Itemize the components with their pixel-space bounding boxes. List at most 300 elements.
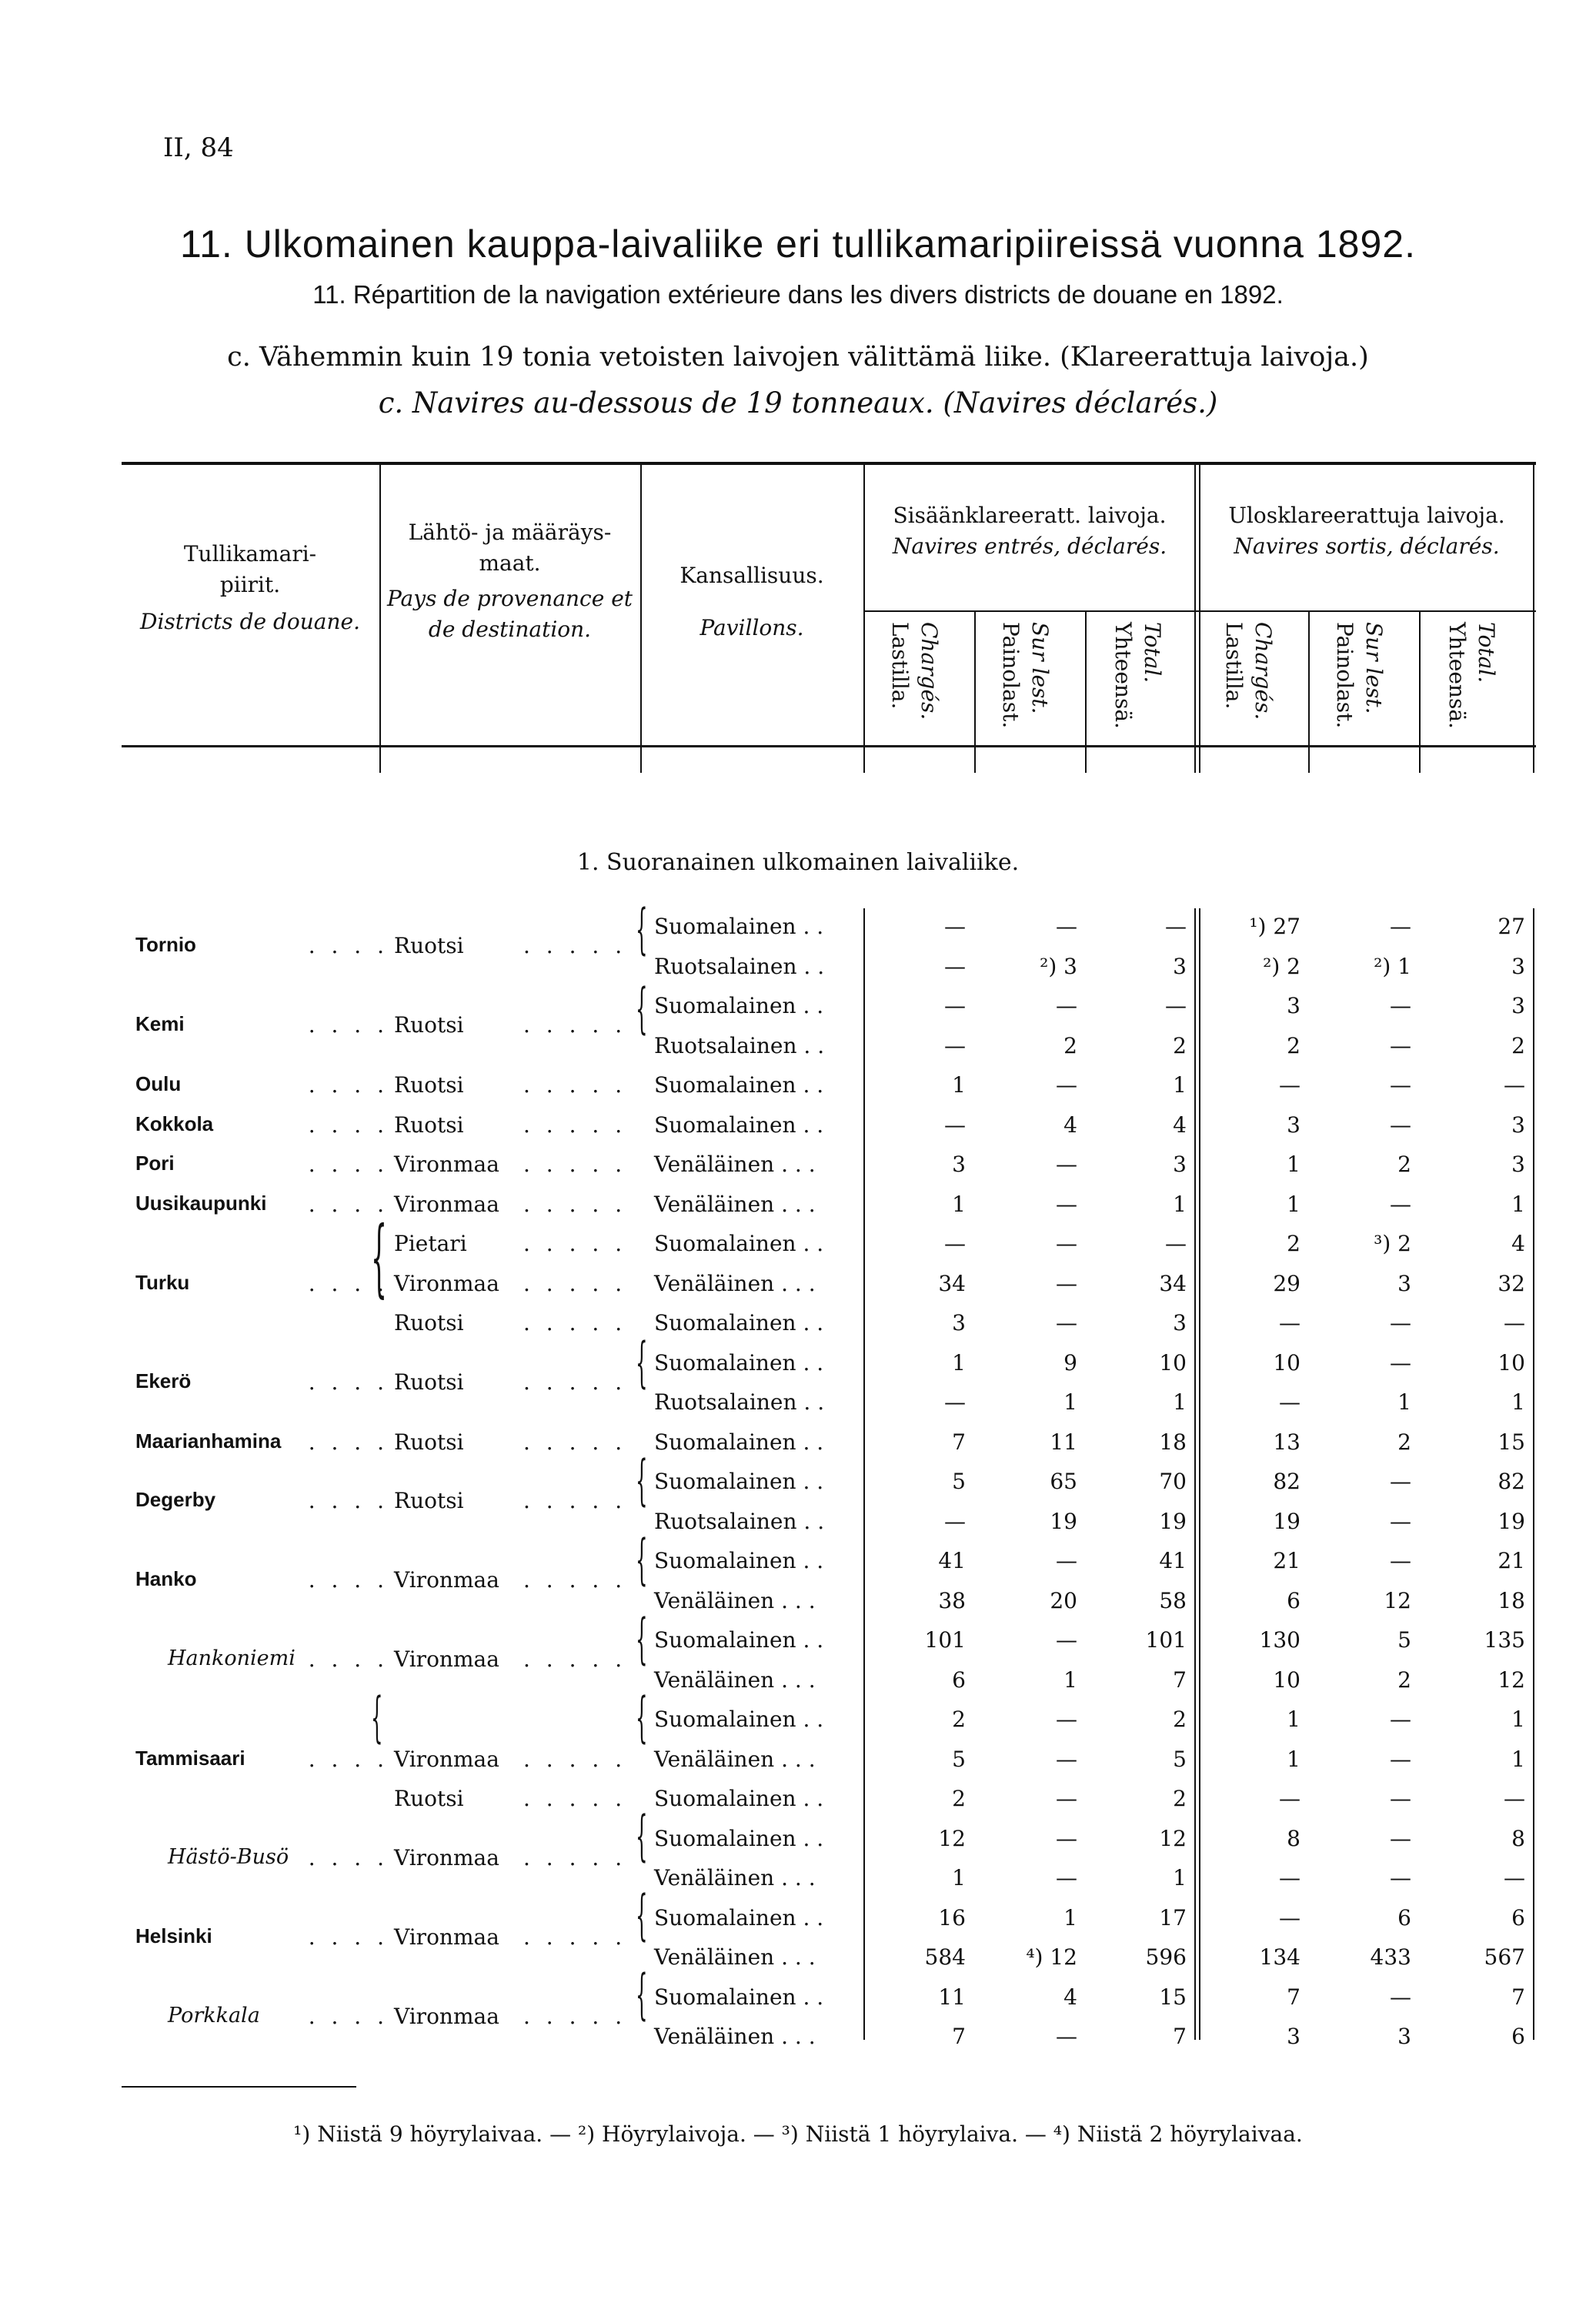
value-in-b: — [1056, 1310, 1077, 1336]
value-out-b: 2 [1397, 1152, 1411, 1177]
value-out-l: 10 [1273, 1666, 1301, 1693]
header-out-total-fr: Total. [1474, 622, 1499, 684]
leader-dots: . . . . [308, 1012, 389, 1038]
leader-dots: . . . . [308, 1072, 389, 1098]
value-out-l: 130 [1259, 1627, 1301, 1653]
value-out-l: 21 [1273, 1548, 1301, 1573]
value-out-t: 135 [1484, 1627, 1525, 1653]
leader-dots: . . . . [308, 1191, 389, 1217]
leader-dots: . . . . . [523, 1270, 627, 1296]
value-out-l: 10 [1273, 1349, 1301, 1376]
value-out-t: 3 [1511, 1152, 1525, 1177]
country-name: Vironmaa [394, 1567, 499, 1593]
flag-name: Ruotsalainen . . [654, 1389, 825, 1415]
value-in-t: 596 [1145, 1944, 1187, 1970]
leader-dots: . . . . [308, 1924, 389, 1950]
flag-name: Venäläinen . . . [654, 1944, 816, 1970]
value-out-t: 6 [1511, 2024, 1525, 2049]
value-in-t: 7 [1173, 1666, 1187, 1693]
value-out-b: 5 [1397, 1627, 1411, 1653]
table-row [0, 1540, 1596, 1593]
value-out-b: 2 [1397, 1429, 1411, 1455]
table-row [0, 1302, 1596, 1342]
value-out-l: — [1279, 1072, 1301, 1098]
value-in-b: — [1056, 1548, 1077, 1573]
leader-dots: . . . . [308, 1270, 389, 1296]
leader-dots: . . . . [308, 1369, 389, 1395]
leader-dots: . . . . [308, 1152, 389, 1177]
flag-name: Suomalainen . . [654, 1469, 824, 1494]
table-row [0, 1857, 1596, 1897]
value-in-b: — [1056, 2024, 1077, 2049]
leader-dots: . . . . [308, 1567, 389, 1593]
brace: { [636, 1804, 648, 1867]
table-row [0, 1025, 1596, 1065]
value-out-l: 2 [1287, 1032, 1301, 1058]
value-out-l: 8 [1287, 1825, 1301, 1851]
col-divider [1194, 465, 1196, 773]
value-in-t: 1 [1173, 1389, 1187, 1415]
value-in-t: 1 [1173, 1865, 1187, 1890]
header-entered [865, 500, 1194, 562]
district-name: Turku [135, 1270, 190, 1294]
value-in-t: 1 [1173, 1191, 1187, 1217]
value-in-t: 2 [1173, 1786, 1187, 1811]
table-row [0, 1184, 1596, 1223]
header-entered-fi: Sisäänklareeratt. laivoja. [893, 503, 1167, 528]
value-out-b: — [1390, 1865, 1411, 1890]
country-name: Ruotsi [394, 1310, 464, 1336]
col-divider [1085, 612, 1087, 773]
title-finnish: 11. Ulkomainen kauppa-laivaliike eri tullikamaripiireissä vuonna 1892. [180, 222, 1416, 266]
value-out-b: — [1390, 1548, 1411, 1573]
value-out-l: — [1279, 1389, 1301, 1415]
district-name: Kemi [135, 1012, 185, 1035]
table-row [0, 1422, 1596, 1461]
flag-name: Venäläinen . . . [654, 1666, 816, 1693]
value-in-b: 1 [1063, 1389, 1077, 1415]
subtitle-finnish: c. Vähemmin kuin 19 tonia vetoisten laivojen välittämä liike. (Klareerattuja laivoja.) [227, 342, 1369, 373]
country-name: Ruotsi [394, 1369, 464, 1395]
district-name: Degerby [135, 1488, 216, 1511]
value-in-t: — [1165, 1231, 1187, 1256]
value-out-t: 6 [1511, 1904, 1525, 1931]
value-in-t: 41 [1159, 1548, 1187, 1573]
value-out-b: — [1390, 1786, 1411, 1811]
table-row [0, 1263, 1596, 1302]
country-name: Vironmaa [394, 1191, 499, 1217]
flag-name: Suomalainen . . [654, 914, 824, 939]
value-in-l: 1 [952, 1865, 966, 1890]
value-in-l: 5 [952, 1469, 966, 1494]
value-out-b: 1 [1397, 1389, 1411, 1415]
header-in-ballast: Painolast. [998, 622, 1023, 729]
header-district-fr: Districts de douane. [140, 609, 360, 634]
value-in-l: — [944, 1508, 966, 1534]
value-in-t: 70 [1159, 1469, 1187, 1494]
flag-name: Suomalainen . . [654, 1825, 824, 1851]
value-out-l: 1 [1287, 1707, 1301, 1732]
flag-name: Suomalainen . . [654, 1112, 824, 1138]
value-in-b: 2 [1063, 1032, 1077, 1058]
table-top-rule [122, 462, 1536, 465]
flag-name: Suomalainen . . [654, 1984, 824, 2010]
value-in-b: — [1056, 1786, 1077, 1811]
header-entered-fr: Navires entrés, déclarés. [892, 533, 1167, 559]
value-in-t: — [1165, 914, 1187, 939]
value-in-t: 3 [1173, 1152, 1187, 1177]
value-in-b: — [1056, 1231, 1077, 1256]
country-name: Ruotsi [394, 1786, 464, 1811]
value-out-l: 3 [1287, 1112, 1301, 1138]
value-in-l: 7 [952, 2024, 966, 2049]
value-out-l: 13 [1273, 1429, 1301, 1455]
subtitle-french: c. Navires au-dessous de 19 tonneaux. (Navires déclarés.) [378, 386, 1218, 420]
value-in-t: — [1165, 993, 1187, 1018]
value-out-t: 2 [1511, 1032, 1525, 1058]
flag-name: Venäläinen . . . [654, 1746, 816, 1772]
header-bottom-rule [122, 745, 1536, 747]
value-in-b: ⁴) 12 [1026, 1944, 1077, 1970]
leader-dots: . . . . . [523, 1429, 627, 1455]
flag-name: Venäläinen . . . [654, 1270, 816, 1296]
value-out-b: — [1390, 1112, 1411, 1138]
value-out-b: — [1390, 1191, 1411, 1217]
value-in-t: 18 [1159, 1429, 1187, 1455]
header-flag [642, 560, 862, 644]
value-in-b: 4 [1063, 1112, 1077, 1138]
brace: { [636, 1686, 648, 1749]
leader-dots: . . . . [308, 1429, 389, 1455]
table-row [0, 906, 1596, 958]
value-out-t: 1 [1511, 1389, 1525, 1415]
footnote-rule [122, 2086, 356, 2088]
value-in-l: 3 [952, 1152, 966, 1177]
district-name: Kokkola [135, 1112, 214, 1135]
table-row [0, 1461, 1596, 1513]
header-in-total-fr: Total. [1140, 622, 1165, 684]
flag-name: Ruotsalainen . . [654, 953, 825, 979]
brace: { [371, 1686, 383, 1749]
flag-name: Suomalainen . . [654, 1072, 824, 1098]
district-name: Tammisaari [135, 1746, 245, 1770]
table-row [0, 985, 1596, 1038]
table-row [0, 1778, 1596, 1817]
value-in-l: — [944, 1112, 966, 1138]
leader-dots: . . . . . [523, 1112, 627, 1138]
value-out-t: 1 [1511, 1191, 1525, 1217]
district-name: Oulu [135, 1072, 182, 1095]
table-row [0, 1065, 1596, 1104]
value-in-l: — [944, 993, 966, 1018]
value-out-b: 3 [1397, 2024, 1411, 2049]
value-out-t: 32 [1498, 1270, 1525, 1296]
value-out-b: — [1390, 1072, 1411, 1098]
value-in-b: — [1056, 1825, 1077, 1851]
header-cleared-fi: Ulosklareerattuja laivoja. [1228, 503, 1505, 528]
leader-dots: . . . . . [523, 2003, 627, 2029]
country-name: Vironmaa [394, 2003, 499, 2029]
value-out-l: 82 [1273, 1469, 1301, 1494]
value-in-l: — [944, 1032, 966, 1058]
value-in-t: 2 [1173, 1707, 1187, 1732]
table-row [0, 1382, 1596, 1421]
leader-dots: . . . . . [523, 1231, 627, 1256]
flag-name: Suomalainen . . [654, 1231, 824, 1256]
header-out-ballast-fr: Sur lest. [1361, 622, 1387, 714]
leader-dots: . . . . . [523, 1012, 627, 1038]
value-out-t: 3 [1511, 1112, 1525, 1138]
district-name: Hanko [135, 1567, 197, 1590]
value-in-b: — [1056, 1707, 1077, 1732]
leader-dots: . . . . [308, 1844, 389, 1870]
value-out-t: 3 [1511, 993, 1525, 1018]
value-in-l: 584 [924, 1944, 966, 1970]
value-out-l: — [1279, 1904, 1301, 1931]
country-name: Ruotsi [394, 1012, 464, 1038]
value-in-b: — [1056, 914, 1077, 939]
value-out-l: — [1279, 1786, 1301, 1811]
header-in-loaded: Lastilla. [887, 622, 913, 710]
leader-dots: . . . . . [523, 1072, 627, 1098]
value-in-b: — [1056, 1191, 1077, 1217]
value-in-l: 2 [952, 1707, 966, 1732]
value-out-l: 1 [1287, 1746, 1301, 1772]
value-in-l: 41 [938, 1548, 966, 1573]
brace: { [636, 1607, 648, 1670]
value-in-t: 19 [1159, 1508, 1187, 1534]
value-in-l: 101 [924, 1627, 966, 1653]
value-in-b: — [1056, 1072, 1077, 1098]
country-name: Ruotsi [394, 1488, 464, 1513]
value-out-b: — [1390, 1707, 1411, 1732]
district-name: Tornio [135, 933, 196, 956]
value-out-l: 3 [1287, 2024, 1301, 2049]
flag-name: Venäläinen . . . [654, 1865, 816, 1890]
value-in-t: 3 [1173, 1310, 1187, 1336]
value-in-t: 4 [1173, 1112, 1187, 1138]
value-out-l: ¹) 27 [1249, 914, 1301, 939]
value-in-b: 20 [1050, 1587, 1077, 1613]
value-out-b: — [1390, 914, 1411, 939]
district-name: Maarianhamina [135, 1429, 282, 1453]
flag-name: Venäläinen . . . [654, 1587, 816, 1613]
value-in-l: 38 [938, 1587, 966, 1613]
flag-name: Suomalainen . . [654, 1548, 824, 1573]
country-name: Vironmaa [394, 1152, 499, 1177]
value-out-l: 19 [1273, 1508, 1301, 1534]
header-district [123, 539, 377, 637]
table-row [0, 1977, 1596, 2029]
district-name: Hankoniemi [168, 1646, 295, 1670]
header-in-total: Yhteensä. [1110, 622, 1136, 729]
value-in-b: 4 [1063, 1984, 1077, 2010]
country-name: Pietari [394, 1231, 467, 1256]
value-out-b: — [1390, 1469, 1411, 1494]
header-flag-fr: Pavillons. [700, 615, 804, 640]
table-row [0, 1620, 1596, 1672]
value-in-t: 10 [1159, 1349, 1187, 1376]
value-out-t: 7 [1511, 1984, 1525, 2010]
value-out-l: 29 [1273, 1270, 1301, 1296]
value-out-l: — [1279, 1865, 1301, 1890]
country-name: Ruotsi [394, 1072, 464, 1098]
header-out-total: Yhteensä. [1444, 622, 1470, 729]
value-out-l: — [1279, 1310, 1301, 1336]
value-out-t: 18 [1498, 1587, 1525, 1613]
brace: { [636, 1331, 648, 1394]
value-in-b: 1 [1063, 1666, 1077, 1693]
country-name: Vironmaa [394, 1746, 499, 1772]
value-in-l: 16 [938, 1904, 966, 1931]
value-out-b: — [1390, 993, 1411, 1018]
table-row [0, 1897, 1596, 1950]
country-name: Vironmaa [394, 1646, 499, 1672]
value-out-t: — [1504, 1310, 1525, 1336]
flag-name: Suomalainen . . [654, 1310, 824, 1336]
table-row [0, 1144, 1596, 1183]
value-out-l: 1 [1287, 1191, 1301, 1217]
value-out-t: 10 [1498, 1349, 1525, 1376]
table-row [0, 1501, 1596, 1540]
header-flag-fi: Kansallisuus. [679, 563, 824, 588]
value-in-t: 1 [1173, 1072, 1187, 1098]
value-in-l: 1 [952, 1191, 966, 1217]
value-in-t: 34 [1159, 1270, 1187, 1296]
leader-dots: . . . . . [523, 1746, 627, 1772]
value-in-b: 11 [1050, 1429, 1077, 1455]
value-out-t: 21 [1498, 1548, 1525, 1573]
flag-name: Ruotsalainen . . [654, 1508, 825, 1534]
flag-name: Suomalainen . . [654, 1904, 824, 1931]
value-out-b: — [1390, 1032, 1411, 1058]
value-in-t: 58 [1159, 1587, 1187, 1613]
value-in-t: 15 [1159, 1984, 1187, 2010]
table-row [0, 1223, 1596, 1262]
value-out-t: 3 [1511, 953, 1525, 979]
district-name: Hästö-Busö [168, 1844, 289, 1869]
value-in-l: — [944, 1231, 966, 1256]
header-in-ballast-fr: Sur lest. [1027, 622, 1053, 714]
brace: { [636, 1449, 648, 1512]
leader-dots: . . . . . [523, 933, 627, 958]
leader-dots: . . . . [308, 933, 389, 958]
header-out-loaded: Lastilla. [1221, 622, 1247, 710]
value-in-b: — [1056, 1746, 1077, 1772]
table-row [0, 946, 1596, 985]
brace: { [636, 1963, 648, 2026]
district-name: Porkkala [168, 2003, 260, 2028]
value-in-b: ²) 3 [1040, 953, 1077, 979]
district-name: Pori [135, 1152, 175, 1175]
value-in-l: 1 [952, 1072, 966, 1098]
value-out-l: 6 [1287, 1587, 1301, 1613]
value-in-b: — [1056, 1152, 1077, 1177]
value-out-t: 1 [1511, 1746, 1525, 1772]
value-out-b: 6 [1397, 1904, 1411, 1931]
country-name: Vironmaa [394, 1924, 499, 1950]
value-out-t: 4 [1511, 1231, 1525, 1256]
value-in-t: 12 [1159, 1825, 1187, 1851]
value-out-l: 7 [1287, 1984, 1301, 2010]
value-out-b: — [1390, 1310, 1411, 1336]
leader-dots: . . . . [308, 2003, 389, 2029]
value-in-l: — [944, 953, 966, 979]
header-cleared [1200, 500, 1533, 562]
leader-dots: . . . . . [523, 1567, 627, 1593]
title-french: 11. Répartition de la navigation extérieure dans les divers districts de douane en 1892. [312, 280, 1284, 309]
value-in-b: — [1056, 1627, 1077, 1653]
value-in-b: — [1056, 1865, 1077, 1890]
flag-name: Venäläinen . . . [654, 2024, 816, 2049]
value-in-l: 7 [952, 1429, 966, 1455]
flag-name: Suomalainen . . [654, 1429, 824, 1455]
table-row [0, 1818, 1596, 1870]
value-out-l: 134 [1259, 1944, 1301, 1970]
value-in-b: — [1056, 1270, 1077, 1296]
leader-dots: . . . . . [523, 1646, 627, 1672]
value-out-t: 567 [1484, 1944, 1525, 1970]
flag-name: Suomalainen . . [654, 1627, 824, 1653]
value-in-l: 12 [938, 1825, 966, 1851]
flag-name: Ruotsalainen . . [654, 1032, 825, 1058]
flag-name: Venäläinen . . . [654, 1152, 816, 1177]
header-country [381, 517, 639, 645]
value-in-t: 7 [1173, 2024, 1187, 2049]
header-out-ballast: Painolast. [1332, 622, 1357, 729]
value-out-l: 3 [1287, 993, 1301, 1018]
value-out-t: — [1504, 1865, 1525, 1890]
flag-name: Suomalainen . . [654, 1707, 824, 1732]
table-row [0, 2016, 1596, 2055]
leader-dots: . . . . [308, 1112, 389, 1138]
leader-dots: . . . . [308, 1746, 389, 1772]
leader-dots: . . . . . [523, 1924, 627, 1950]
country-name: Ruotsi [394, 933, 464, 958]
value-in-l: 3 [952, 1310, 966, 1336]
flag-name: Suomalainen . . [654, 1349, 824, 1376]
value-in-t: 2 [1173, 1032, 1187, 1058]
table-row [0, 1699, 1596, 1738]
col-divider [974, 612, 976, 773]
header-country-fr: Pays de provenance et de destination. [386, 586, 633, 642]
value-in-b: 1 [1063, 1904, 1077, 1931]
value-in-t: 101 [1145, 1627, 1187, 1653]
value-out-t: 27 [1498, 914, 1525, 939]
value-in-l: 6 [952, 1666, 966, 1693]
value-out-b: 433 [1370, 1944, 1411, 1970]
country-name: Vironmaa [394, 1844, 499, 1870]
footnotes: ¹) Niistä 9 höyrylaivaa. — ²) Höyrylaivoja. — ³) Niistä 1 höyrylaiva. — ⁴) Niistä 2 höyrylaivaa. [293, 2121, 1303, 2147]
value-out-l: ²) 2 [1263, 953, 1301, 979]
section-title: 1. Suoranainen ulkomainen laivaliike. [576, 849, 1020, 876]
value-out-t: — [1504, 1072, 1525, 1098]
value-out-b: ²) 1 [1374, 953, 1411, 979]
header-cleared-fr: Navires sortis, déclarés. [1234, 533, 1500, 559]
table-row [0, 1660, 1596, 1699]
value-in-l: 1 [952, 1349, 966, 1376]
value-out-l: 1 [1287, 1152, 1301, 1177]
country-name: Vironmaa [394, 1270, 499, 1296]
value-out-t: 8 [1511, 1825, 1525, 1851]
value-in-t: 17 [1159, 1904, 1187, 1931]
leader-dots: . . . . . [523, 1786, 627, 1811]
leader-dots: . . . . . [523, 1488, 627, 1513]
table-row [0, 1342, 1596, 1395]
flag-name: Venäläinen . . . [654, 1191, 816, 1217]
header-out-loaded-fr: Chargés. [1250, 622, 1276, 720]
page-number: II, 84 [163, 132, 234, 163]
